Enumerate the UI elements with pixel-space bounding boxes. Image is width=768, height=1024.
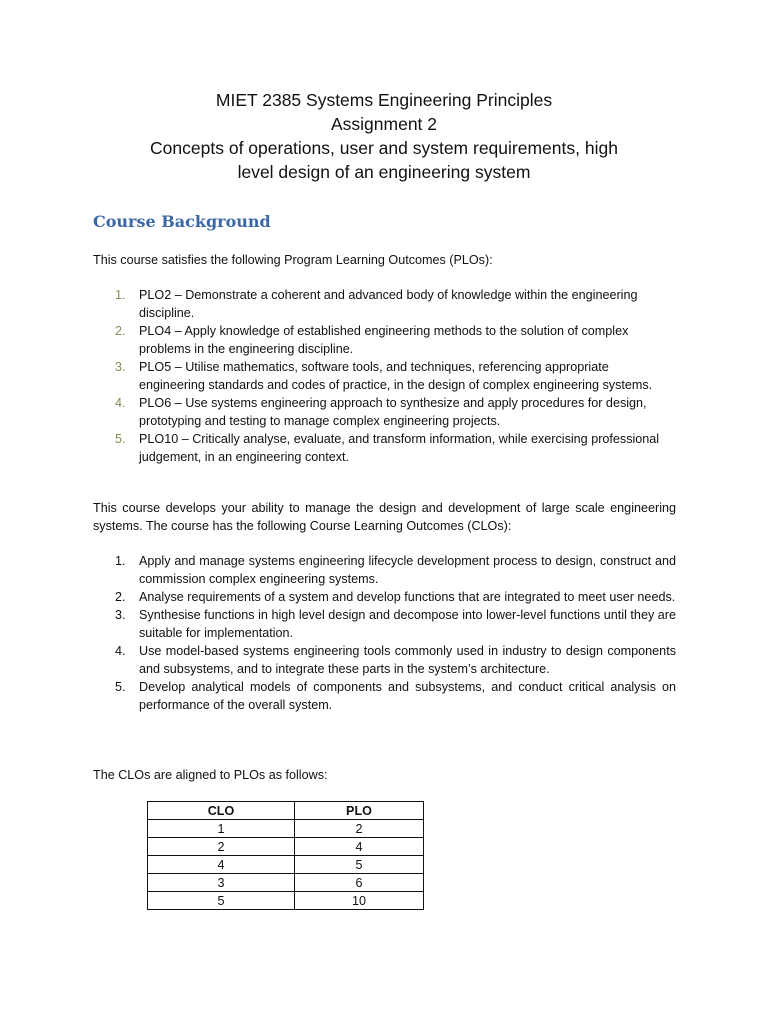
list-text: PLO4 – Apply knowledge of established engineering methods to the solution of complex problems in the engineering discipline. [139,324,629,356]
document-title [60,88,708,184]
list-text: Apply and manage systems engineering lifecycle development process to design, construct and commission complex engineering systems. [139,554,676,586]
list-number: 2. [115,324,126,338]
alignment-intro: The CLOs are aligned to PLOs as follows: [93,768,328,782]
list-text: Analyse requirements of a system and develop functions that are integrated to meet user needs. [139,590,676,604]
list-number: 1. [115,288,126,302]
list-item [93,552,676,588]
title-line-1: MIET 2385 Systems Engineering Principles [215,90,553,110]
list-item [93,322,676,358]
list-number: 3. [115,360,126,374]
list-item [93,642,676,678]
list-text: PLO5 – Utilise mathematics, software tools, and techniques, referencing appropriate engineering standards and codes of practice, in the design of complex engineering systems. [139,360,653,392]
table-cell: 4 [148,856,295,874]
list-text: PLO2 – Demonstrate a coherent and advanced body of knowledge within the engineering discipline. [139,288,638,320]
list-text: Synthesise functions in high level design and decompose into lower-level functions until they are suitable for implementation. [139,608,676,640]
table-cell: 2 [295,820,424,838]
list-number: 4. [115,396,126,410]
plo-list [93,286,676,466]
list-number: 3. [115,608,126,622]
table-cell: 3 [148,874,295,892]
title-line-3: Concepts of operations, user and system requirements, high [150,138,618,158]
table-cell: 1 [148,820,295,838]
section-heading: Course Background [93,212,271,231]
list-item [93,678,676,714]
list-number: 5. [115,432,126,446]
list-text: PLO6 – Use systems engineering approach to synthesize and apply procedures for design, prototyping and testing to manage complex engineering projects. [139,396,647,428]
clo-plo-table [147,801,424,910]
list-item [93,606,676,642]
title-line-2: Assignment 2 [330,114,438,134]
table-header-clo: CLO [148,802,295,820]
list-item [93,430,676,466]
table-cell: 10 [295,892,424,910]
list-number: 1. [115,554,126,568]
list-text: Use model-based systems engineering tools commonly used in industry to design components and subsystems, and to integrate these parts in the system’s architecture. [139,644,676,676]
table-cell: 5 [148,892,295,910]
table-row [148,874,424,892]
table-row [148,838,424,856]
title-line-4: level design of an engineering system [237,162,531,182]
table-cell: 5 [295,856,424,874]
list-item [93,286,676,322]
list-item [93,394,676,430]
table-cell: 2 [148,838,295,856]
table-header-row [148,802,424,820]
table-row [148,892,424,910]
list-item [93,588,676,606]
table-header-plo: PLO [295,802,424,820]
list-item [93,358,676,394]
clo-list [93,552,676,714]
plo-intro: This course satisfies the following Program Learning Outcomes (PLOs): [93,253,493,267]
table-row [148,820,424,838]
table-cell: 6 [295,874,424,892]
table-row [148,856,424,874]
list-number: 4. [115,644,126,658]
clo-intro: This course develops your ability to manage the design and development of large scale engineering systems. The course has the following Course Learning Outcomes (CLOs): [93,501,676,533]
list-text: Develop analytical models of components and subsystems, and conduct critical analysis on performance of the overall system. [139,680,676,712]
list-number: 2. [115,590,126,604]
list-number: 5. [115,680,126,694]
table-cell: 4 [295,838,424,856]
list-text: PLO10 – Critically analyse, evaluate, and transform information, while exercising professional judgement, in an engineering context. [139,432,660,464]
